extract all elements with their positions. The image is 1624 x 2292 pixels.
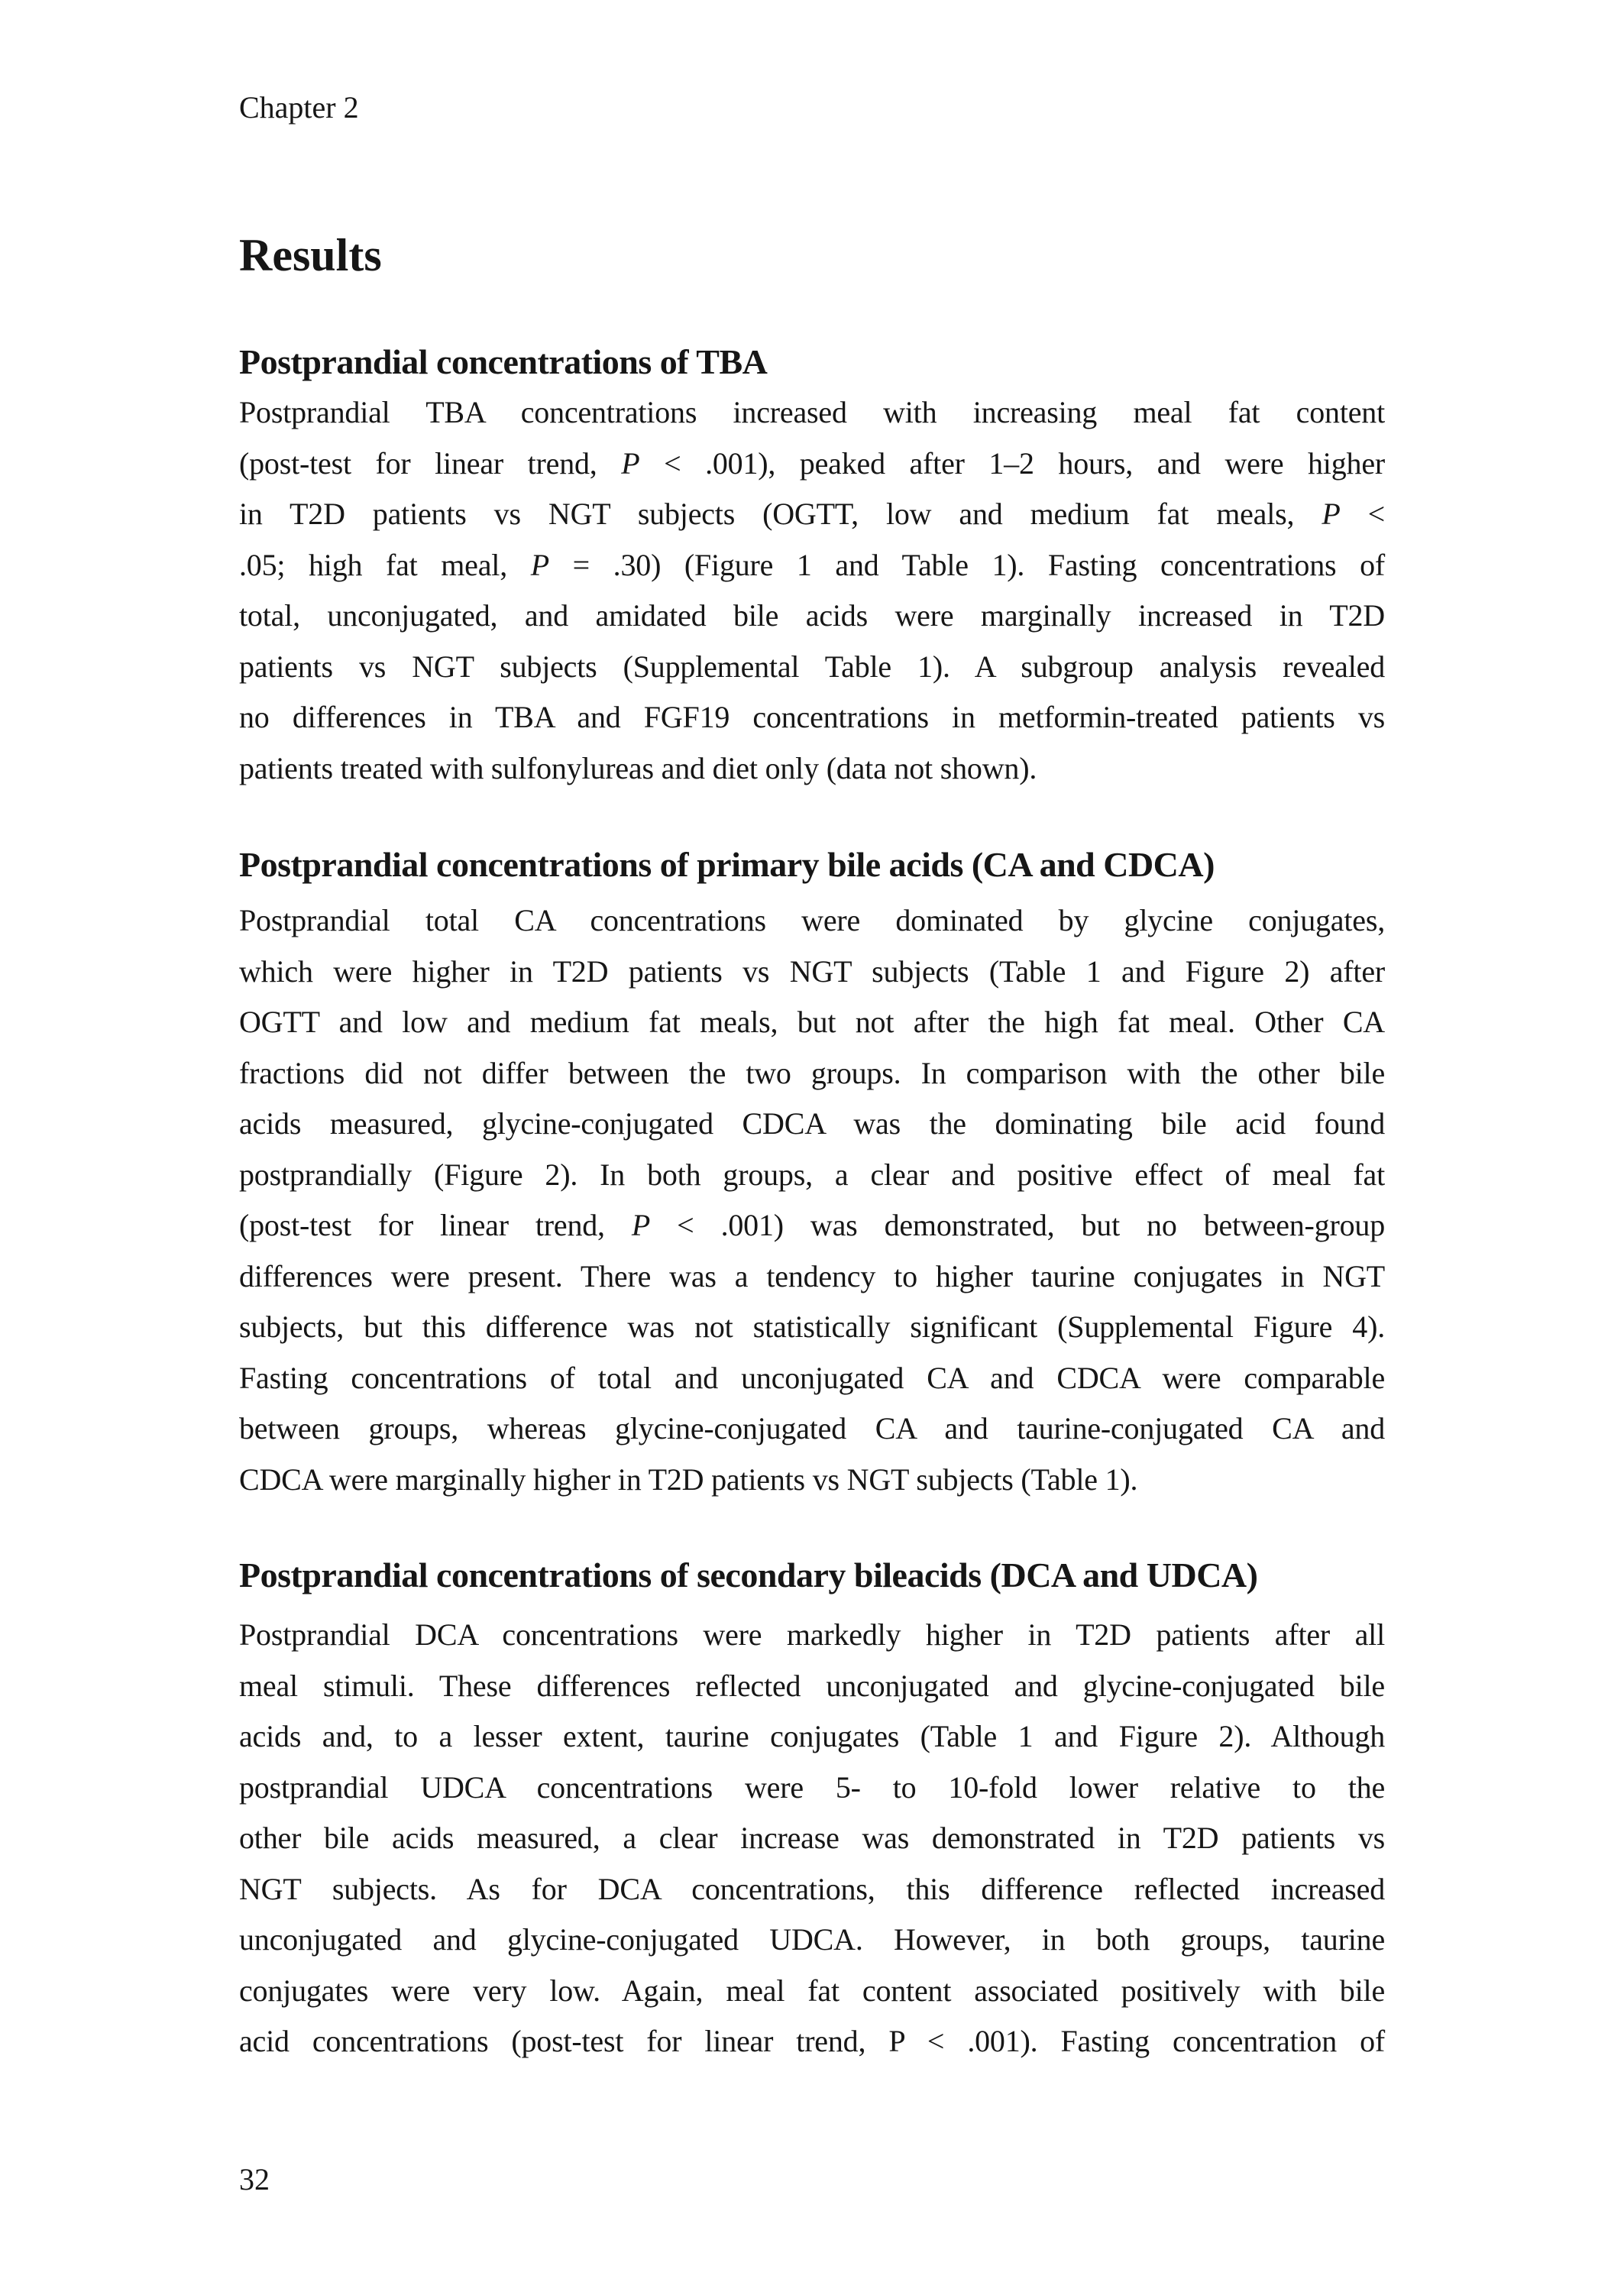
text-line: [239, 1099, 1385, 1150]
text-line: [239, 1661, 1385, 1712]
text-segment: OGTT and low and medium fat meals, but not after the high fat meal. Other CA: [239, 1005, 1385, 1039]
text-segment: (post-test for linear trend,: [239, 1208, 632, 1242]
text-segment: .05; high fat meal,: [239, 547, 531, 582]
text-segment: CDCA were marginally higher in T2D patients vs NGT subjects (Table 1).: [239, 1462, 1138, 1497]
text-line: [239, 692, 1385, 743]
page-number: 32: [239, 2162, 270, 2196]
text-line: [239, 1813, 1385, 1864]
text-segment: postprandially (Figure 2). In both groups, a clear and positive effect of meal fat: [239, 1157, 1385, 1192]
section-paragraph: [239, 895, 1385, 1505]
text-segment: other bile acids measured, a clear increase was demonstrated in T2D patients vs: [239, 1821, 1385, 1855]
text-segment: < .001) was demonstrated, but no between-group: [650, 1208, 1385, 1242]
running-header-chapter: Chapter 2: [239, 90, 359, 125]
text-segment: acids and, to a lesser extent, taurine conjugates (Table 1 and Figure 2). Although: [239, 1719, 1385, 1753]
text-column: [239, 0, 1385, 2067]
section-heading: Postprandial concentrations of primary bile acids (CA and CDCA): [239, 845, 1215, 884]
text-segment: Postprandial DCA concentrations were markedly higher in T2D patients after all: [239, 1617, 1385, 1652]
text-line: [239, 1150, 1385, 1201]
text-line: [239, 439, 1385, 490]
text-line: [239, 947, 1385, 998]
text-line: [239, 997, 1385, 1048]
section-1: [239, 342, 1386, 794]
text-segment: meal stimuli. These differences reflected unconjugated and glycine-conjugated bile: [239, 1668, 1385, 1703]
text-segment: which were higher in T2D patients vs NGT subjects (Table 1 and Figure 2) after: [239, 953, 1385, 989]
text-line: [239, 540, 1385, 591]
text-line: [239, 2016, 1385, 2067]
page-title: Results: [239, 230, 382, 280]
text-segment: <: [1340, 497, 1385, 531]
text-line: [239, 1610, 1385, 1661]
italic-text-segment: P: [530, 547, 549, 582]
section-paragraph: [239, 387, 1385, 794]
text-segment: patients vs NGT subjects (Supplemental Table 1). A subgroup analysis revealed: [239, 649, 1385, 684]
text-segment: = .30) (Figure 1 and Table 1). Fasting concentrations of: [548, 547, 1386, 582]
section-3: [239, 1558, 1385, 2067]
text-line: [239, 1403, 1385, 1455]
section-2: [239, 847, 1385, 1505]
text-line: [239, 1864, 1385, 1915]
text-segment: Postprandial total CA concentrations were dominated by glycine conjugates,: [239, 903, 1385, 937]
text-segment: patients treated with sulfonylureas and diet only (data not shown).: [239, 750, 1037, 785]
section-heading: Postprandial concentrations of secondary bileacids (DCA and UDCA): [239, 1556, 1258, 1594]
text-line: [239, 1353, 1385, 1404]
text-segment: acid concentrations (post-test for linear trend, P < .001). Fasting concentration of: [239, 2024, 1385, 2058]
text-line: [239, 1200, 1385, 1251]
text-line: [239, 1302, 1385, 1353]
text-segment: NGT subjects. As for DCA concentrations, this difference reflected increased: [239, 1871, 1385, 1906]
text-segment: between groups, whereas glycine-conjugated CA and taurine-conjugated CA and: [239, 1411, 1385, 1445]
text-segment: unconjugated and glycine-conjugated UDCA. However, in both groups, taurine: [239, 1922, 1385, 1957]
text-segment: differences were present. There was a tendency to higher taurine conjugates in NGT: [239, 1258, 1385, 1293]
text-line: [239, 1251, 1385, 1303]
text-line: [239, 1048, 1385, 1099]
italic-text-segment: P: [631, 1208, 651, 1242]
text-segment: fractions did not differ between the two groups. In comparison with the other bile: [239, 1055, 1385, 1090]
text-line: [239, 387, 1385, 439]
text-segment: < .001), peaked after 1–2 hours, and were higher: [639, 445, 1385, 481]
sections-container: [239, 342, 1386, 2067]
text-line: [239, 743, 1385, 795]
text-segment: subjects, but this difference was not statistically significant (Supplemental Figure 4).: [239, 1309, 1385, 1344]
text-segment: conjugates were very low. Again, meal fat content associated positively with bile: [239, 1973, 1385, 2008]
text-line: [239, 1455, 1385, 1506]
text-segment: postprandial UDCA concentrations were 5- to 10-fold lower relative to the: [239, 1769, 1385, 1805]
text-line: [239, 489, 1385, 540]
text-segment: (post-test for linear trend,: [239, 445, 622, 481]
text-line: [239, 642, 1385, 693]
text-segment: Postprandial TBA concentrations increased with increasing meal fat content: [239, 395, 1385, 429]
section-paragraph: [239, 1610, 1385, 2067]
text-line: [239, 1966, 1385, 2017]
text-line: [239, 591, 1385, 642]
text-segment: in T2D patients vs NGT subjects (OGTT, low and medium fat meals,: [239, 497, 1322, 531]
section-heading: Postprandial concentrations of TBA: [239, 342, 768, 381]
text-segment: total, unconjugated, and amidated bile acids were marginally increased in T2D: [239, 598, 1385, 633]
text-line: [239, 895, 1385, 947]
italic-text-segment: P: [1322, 497, 1341, 531]
text-segment: no differences in TBA and FGF19 concentrations in metformin-treated patients vs: [239, 700, 1385, 734]
text-segment: acids measured, glycine-conjugated CDCA was the dominating bile acid found: [239, 1106, 1385, 1141]
text-line: [239, 1763, 1385, 1814]
italic-text-segment: P: [621, 445, 640, 481]
text-line: [239, 1711, 1385, 1763]
text-segment: Fasting concentrations of total and unconjugated CA and CDCA were comparable: [239, 1360, 1385, 1395]
text-line: [239, 1915, 1385, 1966]
